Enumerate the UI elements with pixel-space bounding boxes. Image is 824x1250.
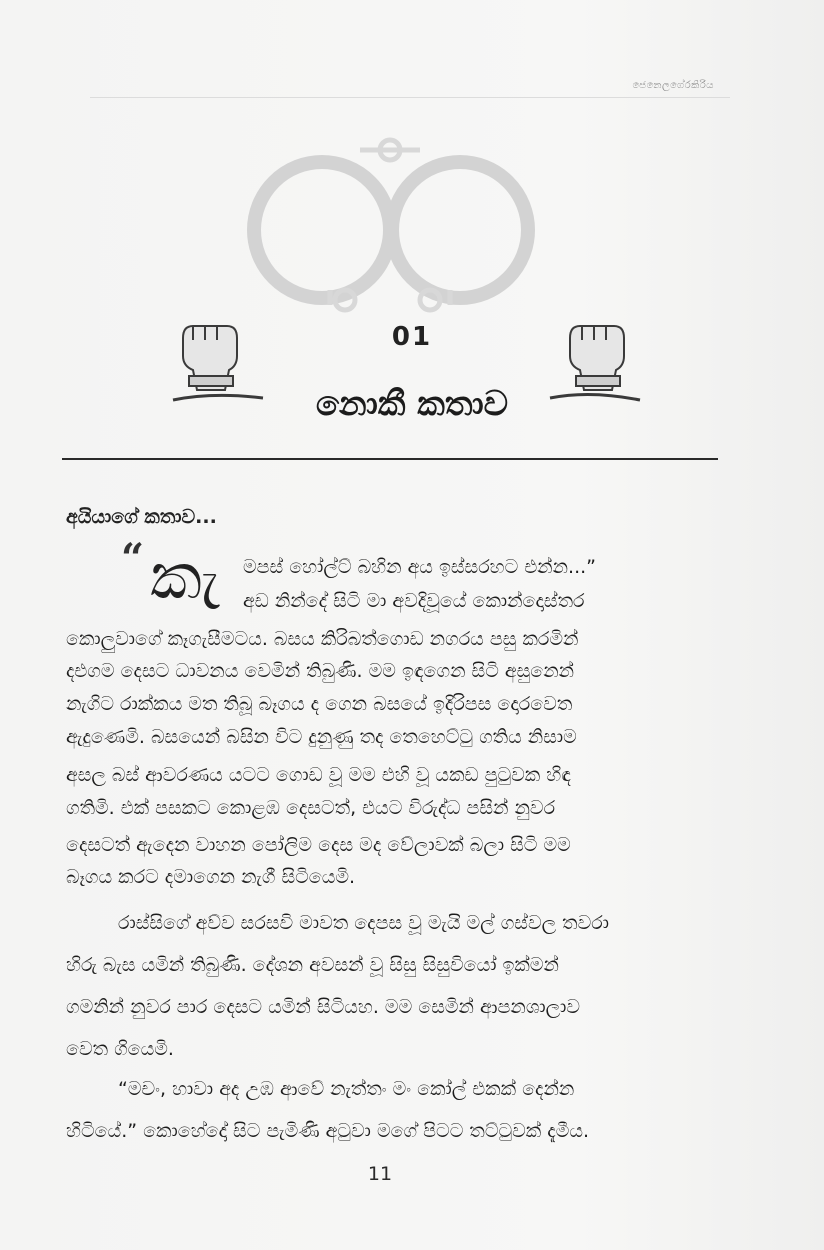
chapter-divider [62,458,718,460]
text-line: කොලුවාගේ කෑගැසීමටය. බසය කිරිබත්ගොඩ නගරය පසු කරමින් [66,628,579,650]
text-line: රාස්සිගේ අව්ව සරසවි මාවත දෙපස වූ මැයි මල් ගස්වල තවරා [118,912,609,934]
drop-cap: කැ [150,540,220,614]
text-line: අඩ නින්දේ සිටි මා අවදිවූයේ කොන්දොස්තර [243,590,585,612]
running-head: ජෙනෙලගේ‍රකිරිය [632,80,714,91]
text-line: නැගිට රාක්කය මත තිබූ බෑගය ද ගෙන බසයේ ඉදිරිපස දොරවෙත [66,693,573,715]
opening-quote-mark: “ [121,535,145,582]
text-line: හිටියේ.” කොහේදෝ සිට පැමිණි අටුවා මගේ පිටට තට්ටුවක් දැමීය. [66,1120,590,1142]
chapter-title: නොකී කතාව [315,384,509,424]
text-line: බෑගය කරට දමාගෙන නැගී සිටියෙමි. [66,866,356,888]
text-line: මපස් හෝල්ට් බහින අය ඉස්සරහට එන්න...” [243,556,597,578]
text-line: ඇදුණෙමි. බසයෙන් බසින විට දුනුණු තද තෙහෙට්ටු ගතිය නිසාම [66,726,577,748]
page-number: 11 [367,1163,393,1185]
header-divider [90,97,730,98]
text-line: දෙසටත් ඇදෙන වාහන පෝලිම දෙස මද වේලාවක් බලා සිටි මම [66,834,571,856]
chapter-number: 01 [391,322,433,352]
text-line: ගමනින් නුවර පාර දෙසට යමින් සිටියහ. මම සෙමින් ආපනශාලාව [66,996,581,1018]
text-line: ගතිමි. එක් පසකට කොළඹ දෙසටත්, එයට විරුද්ධ පසින් නුවර [66,797,556,819]
text-line: වෙත ගියෙමි. [66,1038,174,1060]
text-line: “මචං, හාවා අද උඹ ආවේ නැත්තං මං කෝල් එකක් දෙන්න [118,1078,575,1100]
text-line: අසල බස් ආවරණය යටට ගොඩ වූ මම එහි වූ යකඩ පුටුවක හිඳ [66,764,571,786]
text-line: දඑගම දෙසට ධාවනය වෙමින් තිබුණි. මම ඉඳගෙන සිටි අසුනෙන් [66,660,575,682]
section-heading: අයියාගේ කතාව... [66,506,217,528]
text-line: හිරු බැස යමින් තිබුණි. දේශන අවසන් වූ සිසු සිසුවියෝ ඉක්මන් [66,954,559,976]
